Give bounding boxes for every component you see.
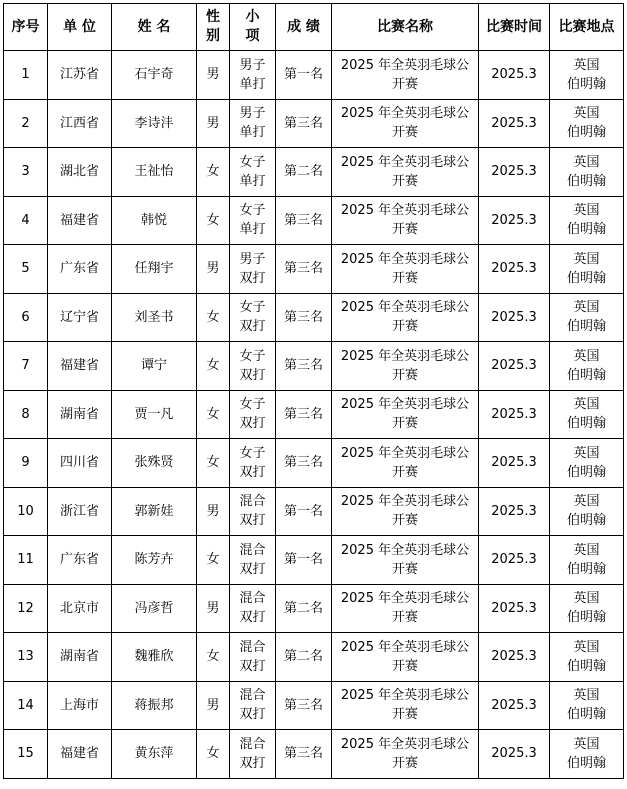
row-index: 2: [4, 99, 48, 148]
row-name: 石宇奇: [112, 51, 197, 100]
row-index: 5: [4, 245, 48, 294]
header-index: 序号: [4, 4, 48, 51]
row-location-line1: 英国: [573, 251, 600, 267]
row-index: 9: [4, 439, 48, 488]
row-location: [550, 584, 624, 633]
row-event-line1: 女子: [239, 300, 266, 316]
row-unit: 四川省: [48, 439, 112, 488]
row-competition-line1: 2025 年全英羽毛球公: [340, 542, 470, 558]
row-location: [550, 633, 624, 682]
row-location: [550, 681, 624, 730]
row-name: 蒋振邦: [112, 681, 197, 730]
row-location-line1: 英国: [573, 106, 600, 122]
row-event-line1: 混合: [239, 639, 266, 655]
row-competition-line1: 2025 年全英羽毛球公: [340, 591, 470, 607]
row-event-line1: 混合: [239, 736, 266, 752]
row-gender: 女: [197, 196, 230, 245]
row-event-line1: 男子: [239, 57, 266, 73]
row-competition-line2: 开赛: [391, 416, 418, 432]
row-date: 2025.3: [479, 439, 550, 488]
row-competition: [332, 633, 479, 682]
row-location-line2: 伯明翰: [566, 707, 606, 723]
row-location-line2: 伯明翰: [566, 76, 606, 92]
table-row: [4, 584, 624, 633]
row-unit: 广东省: [48, 536, 112, 585]
row-competition-line2: 开赛: [391, 173, 418, 189]
row-name: 刘圣书: [112, 293, 197, 342]
row-gender: 女: [197, 536, 230, 585]
row-location-line1: 英国: [573, 445, 600, 461]
row-location-line2: 伯明翰: [566, 125, 606, 141]
row-competition: [332, 536, 479, 585]
row-date: 2025.3: [479, 245, 550, 294]
row-name: 冯彦哲: [112, 584, 197, 633]
row-event-line2: 双打: [239, 561, 266, 577]
row-unit: 湖南省: [48, 390, 112, 439]
row-result: 第二名: [276, 633, 332, 682]
row-location-line2: 伯明翰: [566, 464, 606, 480]
header-row: [4, 4, 624, 51]
header-event: [230, 4, 276, 51]
row-competition-line1: 2025 年全英羽毛球公: [340, 445, 470, 461]
table-row: [4, 633, 624, 682]
row-gender: 女: [197, 439, 230, 488]
row-location: [550, 487, 624, 536]
table-row: [4, 681, 624, 730]
row-location-line1: 英国: [573, 736, 600, 752]
row-index: 15: [4, 730, 48, 779]
table-row: [4, 99, 624, 148]
header-unit: 单 位: [48, 4, 112, 51]
row-unit: 广东省: [48, 245, 112, 294]
row-name: 魏雅欣: [112, 633, 197, 682]
header-location: 比赛地点: [550, 4, 624, 51]
table-row: [4, 342, 624, 391]
row-index: 13: [4, 633, 48, 682]
row-event-line2: 双打: [239, 658, 266, 674]
row-event-line1: 混合: [239, 494, 266, 510]
row-result: 第一名: [276, 51, 332, 100]
row-date: 2025.3: [479, 148, 550, 197]
row-competition-line1: 2025 年全英羽毛球公: [340, 348, 470, 364]
row-competition-line2: 开赛: [391, 561, 418, 577]
row-event-line2: 单打: [239, 125, 266, 141]
row-date: 2025.3: [479, 51, 550, 100]
row-unit: 江苏省: [48, 51, 112, 100]
row-event: [230, 148, 276, 197]
row-name: 陈芳卉: [112, 536, 197, 585]
row-competition: [332, 681, 479, 730]
row-event: [230, 245, 276, 294]
row-date: 2025.3: [479, 681, 550, 730]
row-index: 6: [4, 293, 48, 342]
row-index: 11: [4, 536, 48, 585]
row-gender: 女: [197, 633, 230, 682]
row-unit: 湖南省: [48, 633, 112, 682]
row-name: 任翔宇: [112, 245, 197, 294]
row-location-line1: 英国: [573, 397, 600, 413]
row-event-line2: 双打: [239, 416, 266, 432]
row-location-line2: 伯明翰: [566, 319, 606, 335]
row-index: 14: [4, 681, 48, 730]
row-location: [550, 51, 624, 100]
row-event-line1: 混合: [239, 688, 266, 704]
header-gender: [197, 4, 230, 51]
row-location: [550, 439, 624, 488]
row-event-line1: 男子: [239, 106, 266, 122]
row-location-line2: 伯明翰: [566, 222, 606, 238]
row-event-line1: 男子: [239, 251, 266, 267]
row-result: 第三名: [276, 730, 332, 779]
row-gender: 女: [197, 342, 230, 391]
row-location-line1: 英国: [573, 348, 600, 364]
row-name: 王祉怡: [112, 148, 197, 197]
row-competition: [332, 99, 479, 148]
row-competition-line2: 开赛: [391, 125, 418, 141]
row-unit: 浙江省: [48, 487, 112, 536]
row-event: [230, 342, 276, 391]
row-gender: 男: [197, 487, 230, 536]
row-event: [230, 730, 276, 779]
row-unit: 福建省: [48, 730, 112, 779]
row-location-line1: 英国: [573, 154, 600, 170]
row-date: 2025.3: [479, 730, 550, 779]
row-location-line2: 伯明翰: [566, 270, 606, 286]
row-date: 2025.3: [479, 342, 550, 391]
row-unit: 辽宁省: [48, 293, 112, 342]
row-result: 第三名: [276, 293, 332, 342]
row-result: 第三名: [276, 439, 332, 488]
row-gender: 男: [197, 584, 230, 633]
row-competition-line2: 开赛: [391, 707, 418, 723]
row-competition: [332, 584, 479, 633]
row-event: [230, 196, 276, 245]
row-result: 第三名: [276, 342, 332, 391]
results-table: [3, 3, 624, 779]
header-competition: 比赛名称: [332, 4, 479, 51]
row-location-line1: 英国: [573, 300, 600, 316]
header-event-line2: 项: [245, 28, 260, 44]
header-name: 姓 名: [112, 4, 197, 51]
table-row: [4, 293, 624, 342]
row-event: [230, 99, 276, 148]
row-competition-line1: 2025 年全英羽毛球公: [340, 397, 470, 413]
row-competition-line1: 2025 年全英羽毛球公: [340, 300, 470, 316]
row-competition-line1: 2025 年全英羽毛球公: [340, 154, 470, 170]
row-event-line2: 双打: [239, 367, 266, 383]
row-event-line2: 单打: [239, 76, 266, 92]
row-unit: 上海市: [48, 681, 112, 730]
row-event-line1: 女子: [239, 348, 266, 364]
row-gender: 男: [197, 245, 230, 294]
row-location-line1: 英国: [573, 494, 600, 510]
row-gender: 女: [197, 148, 230, 197]
row-result: 第三名: [276, 245, 332, 294]
table-row: [4, 148, 624, 197]
header-gender-line2: 别: [206, 28, 220, 44]
row-competition-line2: 开赛: [391, 270, 418, 286]
row-result: 第三名: [276, 390, 332, 439]
row-gender: 女: [197, 293, 230, 342]
row-event: [230, 293, 276, 342]
row-competition: [332, 148, 479, 197]
row-location-line1: 英国: [573, 542, 600, 558]
row-date: 2025.3: [479, 536, 550, 585]
row-event-line2: 双打: [239, 707, 266, 723]
row-event-line2: 单打: [239, 222, 266, 238]
row-date: 2025.3: [479, 196, 550, 245]
row-event: [230, 584, 276, 633]
row-location-line2: 伯明翰: [566, 513, 606, 529]
table-row: [4, 245, 624, 294]
row-date: 2025.3: [479, 633, 550, 682]
row-competition-line2: 开赛: [391, 610, 418, 626]
row-competition: [332, 293, 479, 342]
row-location-line2: 伯明翰: [566, 416, 606, 432]
row-location-line2: 伯明翰: [566, 561, 606, 577]
row-gender: 男: [197, 99, 230, 148]
row-name: 贾一凡: [112, 390, 197, 439]
row-event-line2: 双打: [239, 319, 266, 335]
row-index: 3: [4, 148, 48, 197]
row-unit: 福建省: [48, 342, 112, 391]
row-competition: [332, 196, 479, 245]
row-competition-line2: 开赛: [391, 222, 418, 238]
table-row: [4, 439, 624, 488]
row-index: 12: [4, 584, 48, 633]
row-event-line1: 混合: [239, 542, 266, 558]
row-unit: 江西省: [48, 99, 112, 148]
row-event: [230, 633, 276, 682]
row-competition-line1: 2025 年全英羽毛球公: [340, 57, 470, 73]
row-name: 谭宁: [112, 342, 197, 391]
row-index: 7: [4, 342, 48, 391]
row-event: [230, 390, 276, 439]
row-competition-line1: 2025 年全英羽毛球公: [340, 203, 470, 219]
row-unit: 福建省: [48, 196, 112, 245]
row-date: 2025.3: [479, 584, 550, 633]
row-competition-line2: 开赛: [391, 367, 418, 383]
row-competition: [332, 245, 479, 294]
row-location: [550, 730, 624, 779]
row-competition: [332, 730, 479, 779]
row-event-line2: 双打: [239, 513, 266, 529]
row-competition-line1: 2025 年全英羽毛球公: [340, 639, 470, 655]
row-gender: 女: [197, 390, 230, 439]
row-competition-line1: 2025 年全英羽毛球公: [340, 736, 470, 752]
row-location: [550, 245, 624, 294]
row-competition-line2: 开赛: [391, 319, 418, 335]
table-row: [4, 730, 624, 779]
row-competition: [332, 390, 479, 439]
row-index: 10: [4, 487, 48, 536]
row-event-line2: 双打: [239, 270, 266, 286]
row-date: 2025.3: [479, 99, 550, 148]
row-event-line1: 女子: [239, 445, 266, 461]
row-result: 第二名: [276, 148, 332, 197]
row-competition-line1: 2025 年全英羽毛球公: [340, 106, 470, 122]
header-gender-line1: 性: [206, 9, 220, 25]
row-competition-line2: 开赛: [391, 76, 418, 92]
row-location: [550, 196, 624, 245]
row-competition-line1: 2025 年全英羽毛球公: [340, 251, 470, 267]
row-name: 韩悦: [112, 196, 197, 245]
row-gender: 女: [197, 730, 230, 779]
row-competition: [332, 342, 479, 391]
row-gender: 男: [197, 51, 230, 100]
row-location-line1: 英国: [573, 639, 600, 655]
table-row: [4, 536, 624, 585]
row-event-line2: 单打: [239, 173, 266, 189]
row-event: [230, 487, 276, 536]
row-event-line1: 女子: [239, 154, 266, 170]
row-location-line2: 伯明翰: [566, 367, 606, 383]
row-location-line1: 英国: [573, 591, 600, 607]
row-name: 郭新娃: [112, 487, 197, 536]
row-location: [550, 148, 624, 197]
row-result: 第三名: [276, 681, 332, 730]
row-location-line1: 英国: [573, 203, 600, 219]
row-result: 第二名: [276, 584, 332, 633]
row-location-line2: 伯明翰: [566, 610, 606, 626]
row-competition-line2: 开赛: [391, 464, 418, 480]
row-competition: [332, 487, 479, 536]
table-row: [4, 51, 624, 100]
row-index: 4: [4, 196, 48, 245]
row-event: [230, 681, 276, 730]
row-location-line2: 伯明翰: [566, 755, 606, 771]
row-event: [230, 439, 276, 488]
row-location-line2: 伯明翰: [566, 658, 606, 674]
row-location: [550, 342, 624, 391]
row-result: 第三名: [276, 196, 332, 245]
row-date: 2025.3: [479, 390, 550, 439]
row-date: 2025.3: [479, 293, 550, 342]
row-location-line1: 英国: [573, 688, 600, 704]
row-competition-line1: 2025 年全英羽毛球公: [340, 494, 470, 510]
row-event-line1: 女子: [239, 397, 266, 413]
row-result: 第一名: [276, 487, 332, 536]
row-event-line1: 女子: [239, 203, 266, 219]
row-location: [550, 536, 624, 585]
row-location: [550, 390, 624, 439]
table-row: [4, 196, 624, 245]
row-gender: 男: [197, 681, 230, 730]
row-event: [230, 51, 276, 100]
row-event-line1: 混合: [239, 591, 266, 607]
row-competition-line2: 开赛: [391, 658, 418, 674]
row-event: [230, 536, 276, 585]
row-name: 黄东萍: [112, 730, 197, 779]
header-result: 成 绩: [276, 4, 332, 51]
row-event-line2: 双打: [239, 464, 266, 480]
row-event-line2: 双打: [239, 755, 266, 771]
row-competition: [332, 439, 479, 488]
row-date: 2025.3: [479, 487, 550, 536]
row-index: 1: [4, 51, 48, 100]
header-event-line1: 小: [245, 9, 260, 25]
table-body: [4, 51, 624, 779]
row-location-line1: 英国: [573, 57, 600, 73]
row-event-line2: 双打: [239, 610, 266, 626]
header-date: 比赛时间: [479, 4, 550, 51]
row-unit: 北京市: [48, 584, 112, 633]
row-competition-line2: 开赛: [391, 755, 418, 771]
row-index: 8: [4, 390, 48, 439]
row-location: [550, 99, 624, 148]
row-unit: 湖北省: [48, 148, 112, 197]
row-name: 李诗沣: [112, 99, 197, 148]
row-name: 张殊贤: [112, 439, 197, 488]
row-result: 第一名: [276, 536, 332, 585]
row-competition-line1: 2025 年全英羽毛球公: [340, 688, 470, 704]
table-row: [4, 487, 624, 536]
row-competition-line2: 开赛: [391, 513, 418, 529]
row-location-line2: 伯明翰: [566, 173, 606, 189]
row-competition: [332, 51, 479, 100]
table-row: [4, 390, 624, 439]
row-result: 第三名: [276, 99, 332, 148]
row-location: [550, 293, 624, 342]
